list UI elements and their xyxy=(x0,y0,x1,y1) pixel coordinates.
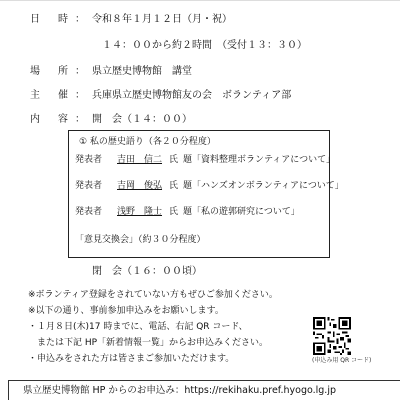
talk-speaker: 吉田 信二 xyxy=(117,155,163,165)
date-row xyxy=(0,14,400,26)
organizer-row xyxy=(0,90,400,102)
talk-role: 発表者 xyxy=(75,207,103,217)
organizer-colon: ： xyxy=(75,90,85,101)
talks-box xyxy=(68,130,344,258)
talk-title: 題「ハンズオンボランティアについて」 xyxy=(183,181,344,191)
top-rule xyxy=(0,0,400,1)
place-row xyxy=(0,66,400,78)
place-label: 場 所 xyxy=(30,66,72,77)
talk-title: 題「資料整理ボランティアについて」 xyxy=(183,155,336,165)
place-colon: ： xyxy=(75,66,85,77)
date-label: 日 時 xyxy=(30,14,72,25)
note-line: または下記 HP「新着情報一覧」からお申込みください。 xyxy=(28,338,269,348)
closing-text: 閉 会（１６：００頃） xyxy=(92,266,202,277)
talk-honorific: 氏 xyxy=(169,207,179,217)
date-value: 令和８年１月１２日（月・祝） xyxy=(92,14,232,25)
talk-role: 発表者 xyxy=(75,155,103,165)
date-colon: ： xyxy=(75,14,85,25)
qr-caption: (申込み用 QR コード) xyxy=(312,357,372,364)
content-colon: ： xyxy=(75,114,85,125)
organizer-label: 主 催 xyxy=(30,90,72,101)
content-row xyxy=(0,114,400,126)
discussion-item: 「意見交換会」（約３０分程度） xyxy=(75,235,206,245)
time-value: １４：００から約２時間 （受付１３：３０） xyxy=(102,40,307,51)
place-value: 県立歴史博物館 講堂 xyxy=(92,66,192,77)
content-value: 開 会（１４：００） xyxy=(92,114,192,125)
talk-honorific: 氏 xyxy=(169,181,179,191)
note-line: ※ボランティア登録をされていない方もぜひご参加ください。 xyxy=(28,290,278,300)
talk-speaker: 浅野 隆士 xyxy=(117,207,163,217)
note-line: ・申込みをされた方は皆さまご参加いただけます。 xyxy=(28,354,235,364)
qr-code-icon[interactable] xyxy=(313,317,351,355)
talk-role: 発表者 xyxy=(75,181,103,191)
note-line: ※以下の通り、事前参加申込みをお願いします。 xyxy=(28,306,224,316)
talks-heading: ① 私の歴史語り（各２０分程度） xyxy=(79,137,216,147)
talk-honorific: 氏 xyxy=(169,155,179,165)
note-line: ・１月８日(木)17 時までに、電話、右記 QR コード、 xyxy=(28,322,248,332)
organizer-value: 兵庫県立歴史博物館友の会 ボランティア部 xyxy=(92,90,292,101)
talk-title: 題「私の遊郭研究について」 xyxy=(183,207,300,217)
footer-url[interactable]: 県立歴史博物館 HP からのお申込み：https://rekihaku.pref.hyogo.lg.jp xyxy=(8,380,400,400)
content-label: 内 容 xyxy=(30,114,72,125)
talk-speaker: 吉岡 俊弘 xyxy=(117,181,163,191)
